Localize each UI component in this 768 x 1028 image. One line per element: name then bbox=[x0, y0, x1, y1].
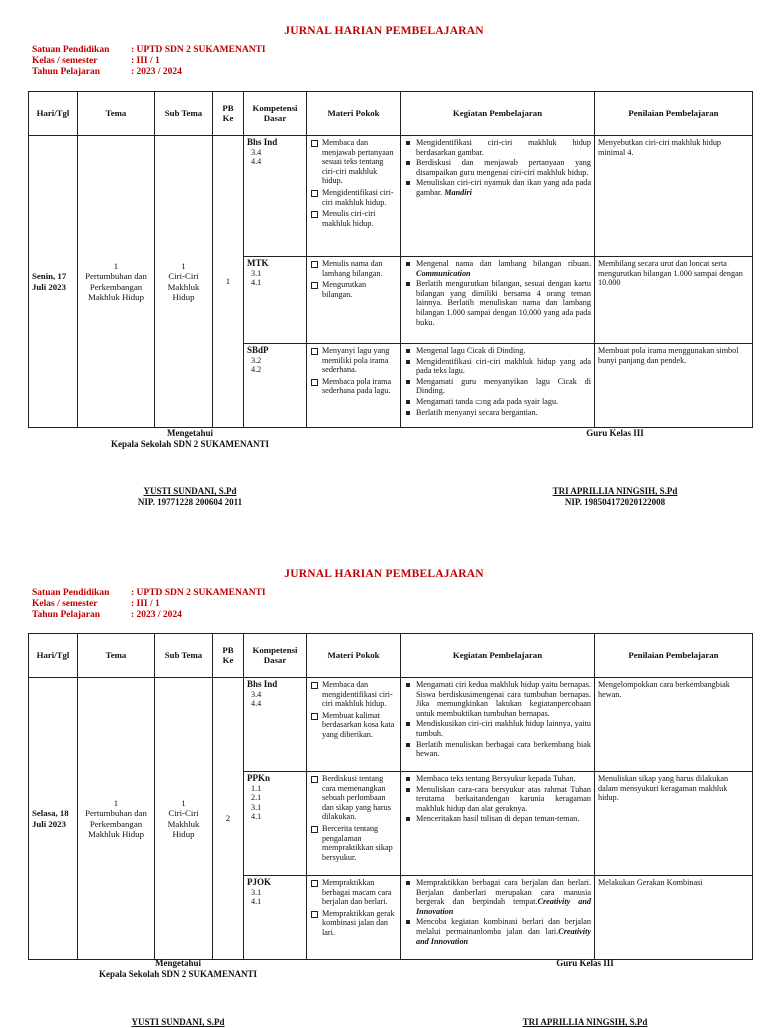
penilaian-cell: Membuat pola irama menggunakan simbol bunyi panjang dan pendek. bbox=[595, 344, 753, 428]
materi-cell bbox=[307, 876, 401, 960]
materi-item: Mengurutkan bilangan. bbox=[322, 280, 397, 299]
pb-cell: 1 bbox=[213, 136, 244, 428]
header-tema: Tema bbox=[78, 634, 155, 678]
meta-label: Tahun Pelajaran bbox=[32, 67, 101, 77]
penilaian-cell: Melakukan Gerakan Kombinasi bbox=[595, 876, 753, 960]
header-penilaian: Penilaian Pembelajaran bbox=[595, 92, 753, 136]
kd-code: 3.1 bbox=[251, 887, 262, 897]
kegiatan-item: Berlatih menuliskan berbagai cara berkembang biak hewan. bbox=[416, 739, 591, 759]
kd-code: 4.4 bbox=[251, 699, 262, 709]
header-kegiatan: Kegiatan Pembelajaran bbox=[401, 634, 595, 678]
sign-caption: Mengetahui bbox=[167, 428, 213, 438]
meta-label: Kelas / semester bbox=[32, 599, 98, 609]
kd-code: 4.1 bbox=[251, 897, 262, 907]
subject-label: Bhs Ind bbox=[247, 679, 278, 689]
materi-item: Menyanyi lagu yang memiliki pola irama sederhana. bbox=[322, 346, 397, 375]
materi-cell bbox=[307, 136, 401, 257]
header-materi: Materi Pokok bbox=[307, 92, 401, 136]
materi-item: Membaca dan menjawab pertanyaan sesuai teks tentang ciri-ciri makhluk hidup. bbox=[322, 138, 397, 186]
journal-page-2 bbox=[0, 540, 768, 1027]
header-pb: PB Ke bbox=[213, 92, 244, 136]
materi-item: Bercerita tentang pengalaman mempraktikkan sikap bersyukur. bbox=[322, 824, 397, 862]
kd-cell bbox=[244, 136, 307, 257]
table-row bbox=[29, 678, 753, 772]
kegiatan-item: Membaca teks tentang Bersyukur kepada Tuhan. bbox=[416, 774, 591, 784]
meta-value: : III / 1 bbox=[131, 56, 160, 66]
materi-item: Berdiskusi tentang cara memenangkan sebuah perlombaan dan sikap yang harus dilakukan. bbox=[322, 774, 397, 822]
journal-title: JURNAL HARIAN PEMBELAJARAN bbox=[284, 568, 484, 580]
penilaian-cell: Menyebutkan ciri-ciri makhluk hidup minimal 4. bbox=[595, 136, 753, 257]
kegiatan-item: Mendiskusikan ciri-ciri makhluk hidup lainnya, yaitu tumbuh. bbox=[416, 719, 591, 738]
day-cell: Senin, 17 Juli 2023 bbox=[29, 136, 78, 428]
kegiatan-item: Berdiskusi dan menjawab pertanyaan yang disampaikan guru mengenai ciri-ciri makhluk hidup. bbox=[416, 158, 591, 177]
header-kegiatan: Kegiatan Pembelajaran bbox=[401, 92, 595, 136]
penilaian-cell: Mengelompokkan cara berkembangbiak hewan. bbox=[595, 678, 753, 772]
school-info bbox=[32, 45, 266, 78]
kegiatan-item: Berlatih mengurutkan bilangan, sesuai dengan kartu bilangan yang dimiliki bersama 4 orang teman lainnya. Berlatih menuliskan nama dan lambang bilangan 1.000 sampai dengan 10.000 yang ada pada buku. bbox=[416, 279, 591, 327]
journal-title: JURNAL HARIAN PEMBELAJARAN bbox=[284, 25, 484, 37]
header-kd: Kompetensi Dasar bbox=[244, 634, 307, 678]
sign-caption: Mengetahui bbox=[155, 958, 201, 968]
kegiatan-item: Mengamati tanda ▭ng ada pada syair lagu. bbox=[416, 397, 591, 407]
school-info bbox=[32, 588, 266, 621]
header-hari: Hari/Tgl bbox=[29, 634, 78, 678]
meta-value: : 2023 / 2024 bbox=[131, 67, 182, 77]
kegiatan-item: Mengenal lagu Cicak di Dinding. bbox=[416, 346, 591, 356]
kd-code: 4.2 bbox=[251, 365, 262, 375]
teacher-signature bbox=[540, 428, 690, 508]
teacher-nip: NIP. 198504172020122008 bbox=[564, 497, 666, 507]
table-header-row bbox=[29, 634, 753, 678]
meta-label: Satuan Pendidikan bbox=[32, 588, 110, 598]
kegiatan-cell bbox=[401, 678, 595, 772]
materi-item: Membuat kalimat berdasarkan kosa kata yang diberikan. bbox=[322, 711, 397, 740]
principal-name: YUSTI SUNDANI, S.Pd bbox=[143, 486, 237, 496]
header-pb: PB Ke bbox=[213, 634, 244, 678]
meta-value: : III / 1 bbox=[131, 599, 160, 609]
header-penilaian: Penilaian Pembelajaran bbox=[595, 634, 753, 678]
kegiatan-cell bbox=[401, 136, 595, 257]
sign-role: Kepala Sekolah SDN 2 SUKAMENANTI bbox=[110, 439, 270, 449]
header-subtema: Sub Tema bbox=[155, 634, 213, 678]
principal-nip: NIP. 19771228 200604 2011 bbox=[137, 497, 243, 507]
materi-item: Membaca pola irama sederhana pada lagu. bbox=[322, 377, 397, 396]
subject-label: MTK bbox=[247, 258, 269, 268]
header-subtema: Sub Tema bbox=[155, 92, 213, 136]
kegiatan-item: Mengidentifikasi ciri-ciri makhluk hidup berdasarkan gambar. bbox=[416, 138, 591, 157]
kegiatan-item: Mengenal nama dan lambang bilangan ribuan. Communication bbox=[416, 259, 591, 278]
kegiatan-item: Mengamati guru menyanyikan lagu Cicak di Dinding. bbox=[416, 376, 591, 396]
day-cell: Selasa, 18 Juli 2023 bbox=[29, 678, 78, 960]
kd-code: 4.4 bbox=[251, 157, 262, 167]
kd-code: 4.1 bbox=[251, 812, 262, 822]
header-kd: Kompetensi Dasar bbox=[244, 92, 307, 136]
materi-item: Membaca dan mengidentifikasi ciri-ciri makhluk hidup. bbox=[322, 680, 397, 709]
subject-label: Bhs Ind bbox=[247, 137, 278, 147]
kegiatan-item: Mengidentifikasi ciri-ciri makhluk hidup yang ada pada teks lagu. bbox=[416, 356, 591, 376]
kd-cell bbox=[244, 344, 307, 428]
kegiatan-cell bbox=[401, 772, 595, 876]
header-materi: Materi Pokok bbox=[307, 634, 401, 678]
kegiatan-item: Berlatih menyanyi secara bergantian. bbox=[416, 408, 591, 418]
subtema-cell: 1 Ciri-Ciri Makhluk Hidup bbox=[155, 678, 213, 960]
kegiatan-item: Menuliskan cara-cara bersyukur atas rahmat Tuhan terutama berkaitandengan karunia keragaman makhluk hidup dan alat geraknya. bbox=[416, 784, 591, 813]
principal-name: YUSTI SUNDANI, S.Pd bbox=[131, 1017, 225, 1027]
kd-code: 3.1 bbox=[251, 268, 262, 278]
subject-label: PPKn bbox=[247, 773, 271, 783]
subject-label: SBdP bbox=[247, 345, 269, 355]
meta-label: Tahun Pelajaran bbox=[32, 610, 101, 620]
materi-item: Mempraktikkan gerak kombinasi jalan dan lari. bbox=[322, 909, 397, 938]
materi-item: Mengidentifikasi ciri-ciri makhluk hidup. bbox=[322, 188, 397, 207]
pb-cell: 2 bbox=[213, 678, 244, 960]
kegiatan-cell bbox=[401, 344, 595, 428]
materi-item: Menulis nama dan lambang bilangan. bbox=[322, 259, 397, 278]
meta-label: Satuan Pendidikan bbox=[32, 45, 110, 55]
kd-code: 1.1 bbox=[251, 783, 262, 793]
table-row bbox=[29, 136, 753, 257]
kd-code: 3.2 bbox=[251, 355, 262, 365]
teacher-name: TRI APRILLIA NINGSIH, S.Pd bbox=[552, 486, 678, 496]
header-tema: Tema bbox=[78, 92, 155, 136]
journal-table bbox=[28, 633, 753, 960]
kd-code: 4.1 bbox=[251, 278, 262, 288]
materi-item: Menulis ciri-ciri makhluk hidup. bbox=[322, 209, 397, 228]
table-header-row bbox=[29, 92, 753, 136]
tema-cell: 1 Pertumbuhan dan Perkembangan Makhluk Hidup bbox=[78, 678, 155, 960]
kd-cell bbox=[244, 678, 307, 772]
meta-label: Kelas / semester bbox=[32, 56, 98, 66]
subject-label: PJOK bbox=[247, 877, 271, 887]
kegiatan-item: Menceritakan hasil tulisan di depan teman-teman. bbox=[416, 814, 591, 824]
kd-code: 3.4 bbox=[251, 147, 262, 157]
kegiatan-cell bbox=[401, 257, 595, 344]
meta-value: : 2023 / 2024 bbox=[131, 610, 182, 620]
meta-value: : UPTD SDN 2 SUKAMENANTI bbox=[131, 45, 266, 55]
kd-cell bbox=[244, 772, 307, 876]
teacher-name: TRI APRILLIA NINGSIH, S.Pd bbox=[522, 1017, 648, 1027]
kd-code: 2.1 bbox=[251, 793, 262, 803]
kegiatan-item: Mengamati ciri kedua makhluk hidup yaitu bernapas. Siswa berdiskusimengenai cara tumbuhan bernapas. Jika memungkinkan lakukan kegiatanpercobaan untuk membuktikan tumbuhan bernapas. bbox=[416, 680, 591, 718]
materi-cell bbox=[307, 678, 401, 772]
journal-table bbox=[28, 91, 753, 428]
header-hari: Hari/Tgl bbox=[29, 92, 78, 136]
penilaian-cell: Menuliskan sikap yang harus dilakukan dalam mensyukuri keragaman makhluk hidup. bbox=[595, 772, 753, 876]
principal-signature bbox=[88, 958, 268, 1028]
kd-code: 3.1 bbox=[251, 802, 262, 812]
sign-role: Kepala Sekolah SDN 2 SUKAMENANTI bbox=[98, 969, 258, 979]
subtema-cell: 1 Ciri-Ciri Makhluk Hidup bbox=[155, 136, 213, 428]
meta-value: : UPTD SDN 2 SUKAMENANTI bbox=[131, 588, 266, 598]
kd-cell bbox=[244, 257, 307, 344]
sign-role: Guru Kelas III bbox=[556, 958, 614, 968]
kd-cell bbox=[244, 876, 307, 960]
materi-item: Mempraktikkan berbagai macam cara berjalan dan berlari. bbox=[322, 878, 397, 907]
tema-cell: 1 Pertumbuhan dan Perkembangan Makhluk Hidup bbox=[78, 136, 155, 428]
kegiatan-item: Mencoba kegiatan kombinasi berlari dan berjalan melalui permainanlomba jalan dan lari.Creativity and Innovation bbox=[416, 917, 591, 946]
sign-role: Guru Kelas III bbox=[586, 428, 644, 438]
materi-cell bbox=[307, 257, 401, 344]
principal-signature bbox=[100, 428, 280, 508]
kegiatan-cell bbox=[401, 876, 595, 960]
kegiatan-item: Mempraktikkan berbagai cara berjalan dan berlari. Berjalan danberlari merupakan cara manusia bergerak dan berpindah tempat.Creativity and Innovation bbox=[416, 878, 592, 916]
materi-cell bbox=[307, 344, 401, 428]
kegiatan-item: Menuliskan ciri-ciri nyamuk dan ikan yang ada pada gambar. Mandiri bbox=[416, 178, 591, 197]
teacher-signature bbox=[510, 958, 660, 1028]
penilaian-cell: Membilang secara urut dan loncat serta mengurutkan bilangan 1.000 sampai dengan 10.000 bbox=[595, 257, 753, 344]
kd-code: 3.4 bbox=[251, 689, 262, 699]
materi-cell bbox=[307, 772, 401, 876]
